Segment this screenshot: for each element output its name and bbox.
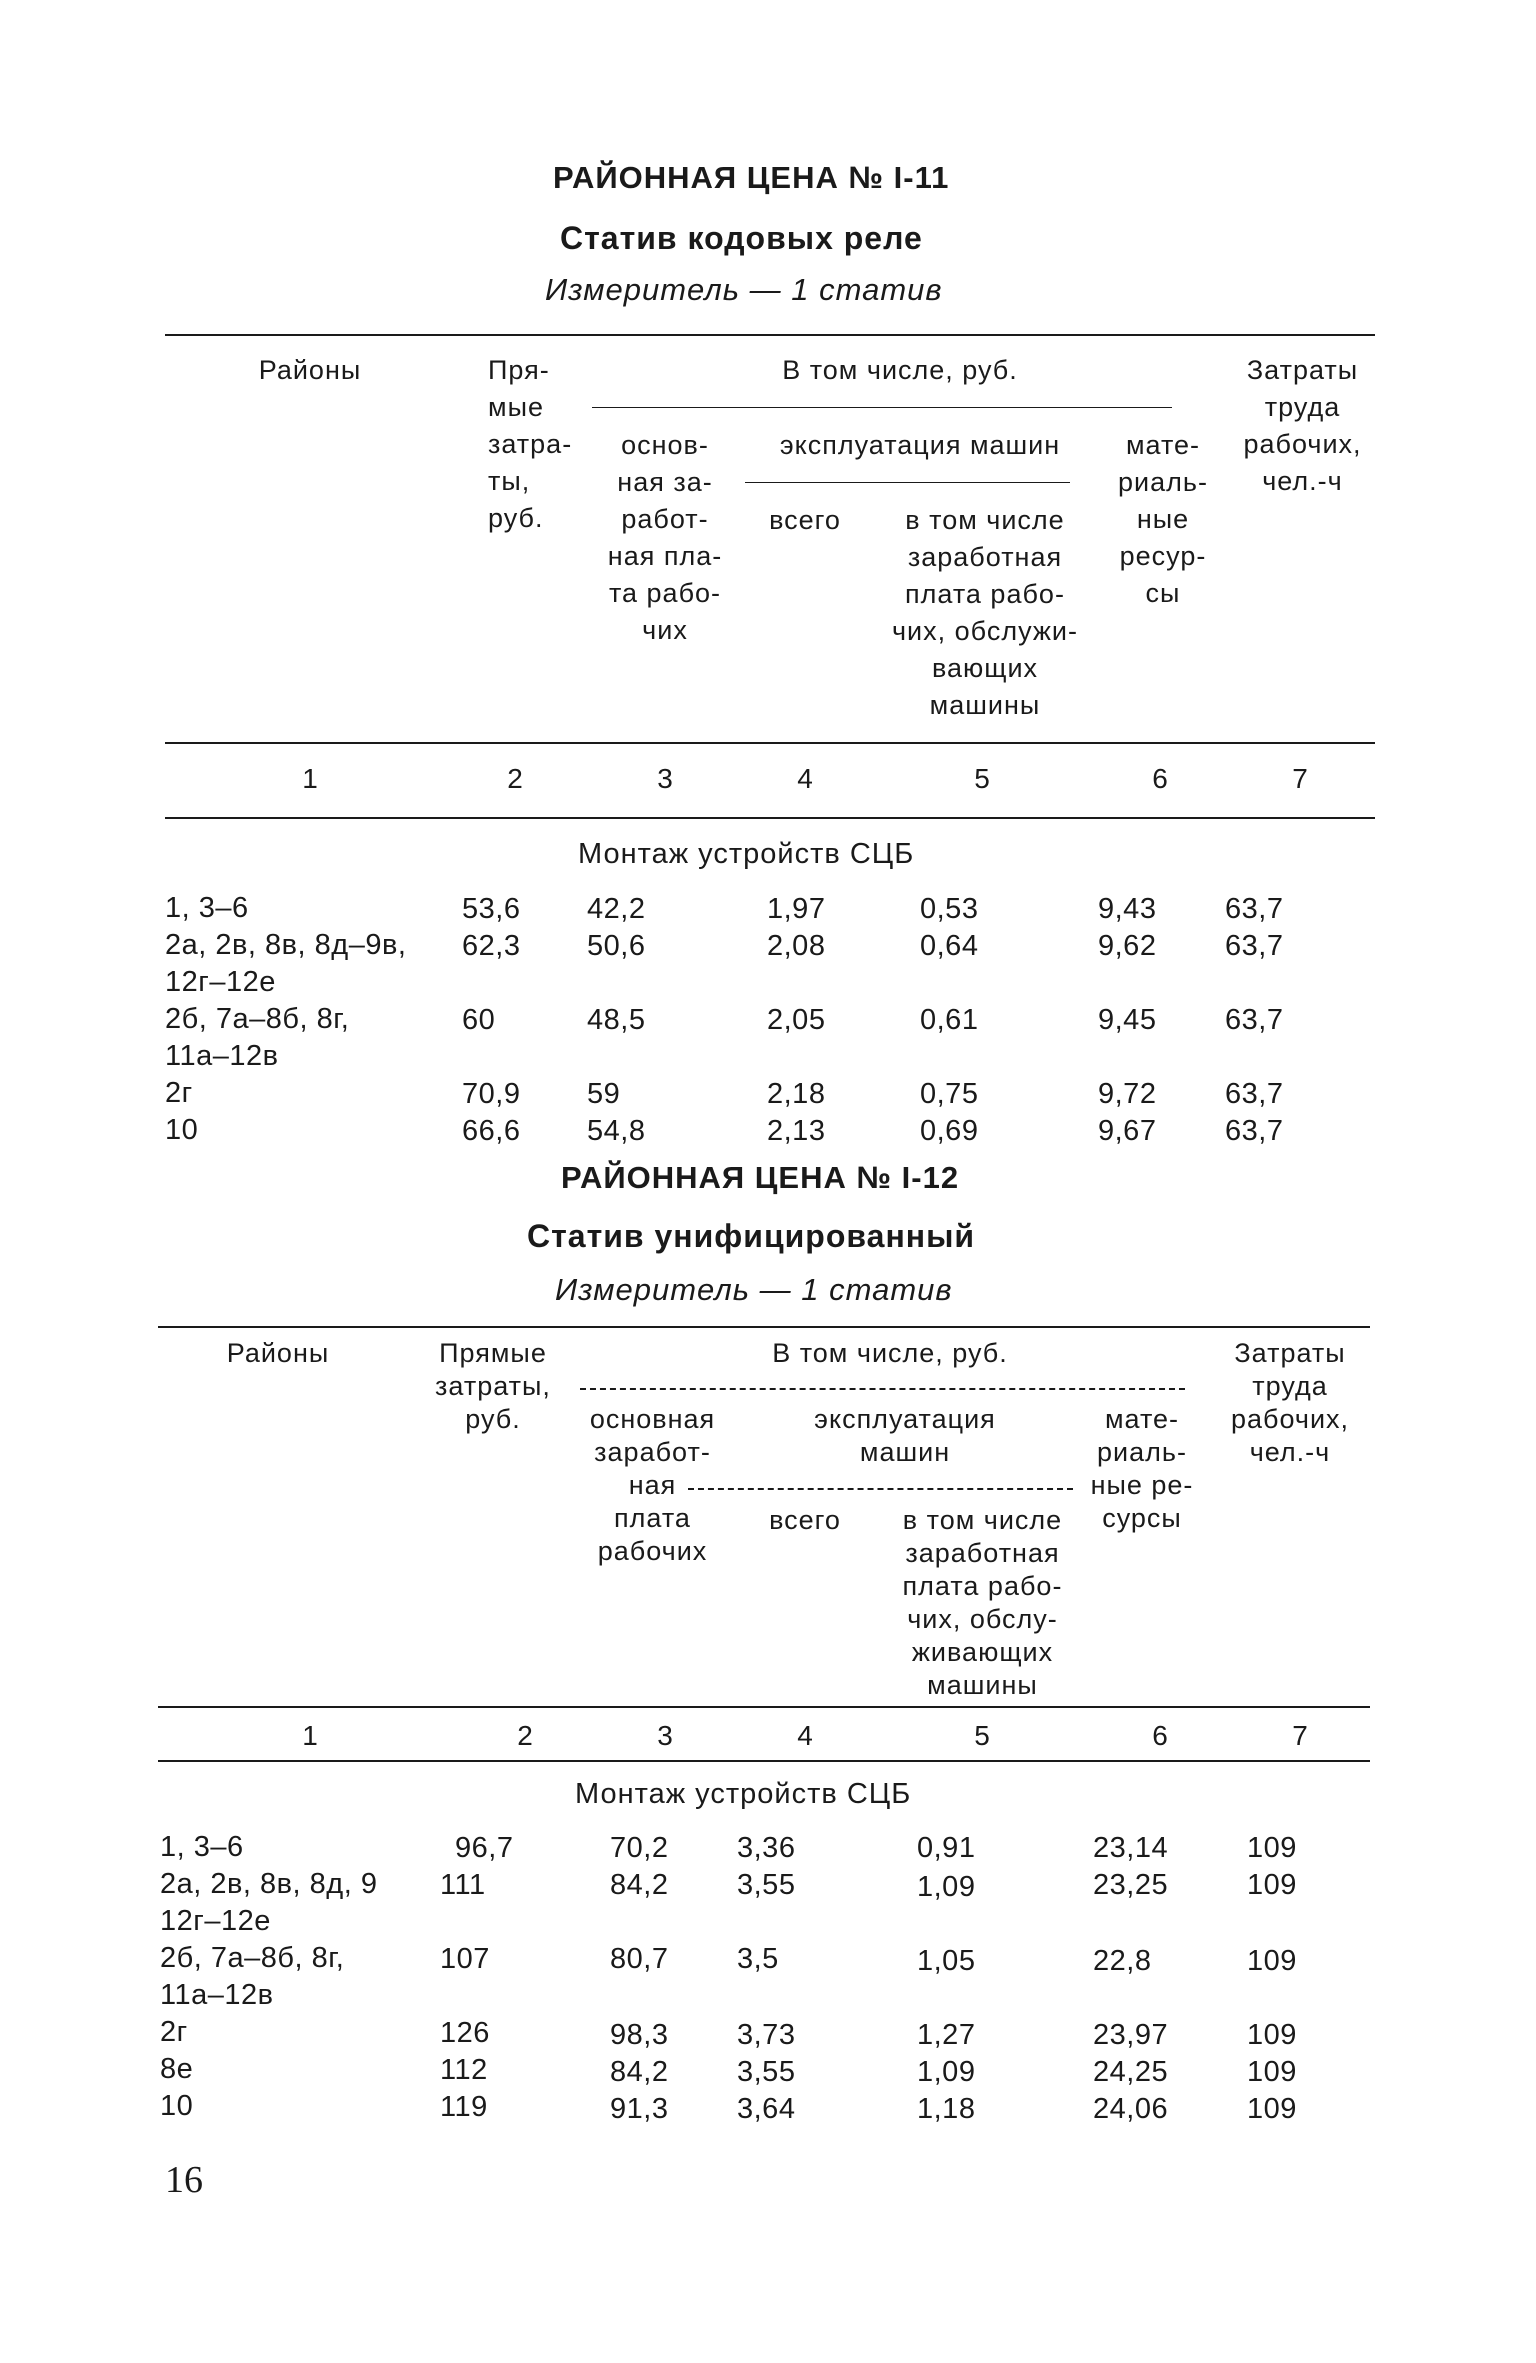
row-value: 109	[1247, 2093, 1297, 2125]
row-value: 9,43	[1098, 893, 1157, 925]
table2-header-group: В том числе, руб.	[772, 1338, 1008, 1368]
row-value: 23,25	[1093, 1869, 1169, 1901]
table2-measure: Измеритель — 1 статив	[555, 1272, 953, 1307]
row-value: 2,05	[767, 1004, 826, 1036]
table2-colnum: 4	[797, 1720, 813, 1751]
table2-header-labor: Затраты труда рабочих, чел.-ч	[1230, 1338, 1350, 1467]
table1-colnum: 3	[657, 763, 673, 794]
table1-header-total: всего	[769, 505, 841, 535]
row-value: 96,7	[455, 1832, 514, 1864]
table2-group-underline	[580, 1388, 1185, 1390]
table1-header-materials: мате- риаль- ные ресур- сы	[1118, 430, 1208, 608]
table1-colnum: 7	[1292, 763, 1308, 794]
row-district: 2а, 2в, 8в, 8д–9в, 12г–12е	[165, 929, 407, 998]
table2-header-machine-wage: в том числе заработная плата рабо- чих, обслу- живающих машины	[902, 1505, 1063, 1700]
row-value: 109	[1247, 1869, 1297, 1901]
table2-header-total: всего	[769, 1505, 841, 1535]
row-district: 2г	[165, 1077, 193, 1109]
row-value: 1,27	[917, 2019, 976, 2051]
table2-colnum: 1	[302, 1720, 318, 1751]
row-value: 24,25	[1093, 2056, 1169, 2088]
row-value: 2,08	[767, 930, 826, 962]
row-value: 3,64	[737, 2093, 796, 2125]
row-district: 8е	[160, 2053, 194, 2085]
row-value: 91,3	[610, 2093, 669, 2125]
row-value: 3,73	[737, 2019, 796, 2051]
table1-colnum: 1	[302, 763, 318, 794]
row-value: 109	[1247, 1832, 1297, 1864]
row-value: 119	[440, 2091, 488, 2123]
row-value: 3,5	[737, 1943, 779, 1975]
row-value: 23,14	[1093, 1832, 1169, 1864]
row-value: 63,7	[1225, 1078, 1284, 1110]
table1-measure: Измеритель — 1 статив	[545, 272, 943, 307]
table1-header-basic-wage: основ- ная за- работ- ная пла- та рабо- чих	[607, 430, 723, 645]
table1-group-underline	[592, 407, 1172, 408]
table1-header-labor: Затраты труда рабочих, чел.-ч	[1243, 355, 1362, 496]
row-value: 109	[1247, 2056, 1297, 2088]
row-value: 9,67	[1098, 1115, 1157, 1147]
row-value: 1,18	[917, 2093, 976, 2125]
row-value: 126	[440, 2017, 490, 2049]
table1-top-rule	[165, 334, 1375, 336]
row-value: 0,69	[920, 1115, 979, 1147]
row-value: 48,5	[587, 1004, 646, 1036]
table2-top-rule	[158, 1326, 1370, 1328]
row-value: 66,6	[462, 1115, 521, 1147]
row-value: 2,18	[767, 1078, 826, 1110]
table2-colnum: 2	[517, 1720, 533, 1751]
table2-header-materials: мате- риаль- ные ре- сурсы	[1090, 1404, 1194, 1533]
table2-colnum: 6	[1152, 1720, 1168, 1751]
table2-header-machines: эксплуатация машин	[814, 1404, 996, 1467]
row-value: 42,2	[587, 893, 646, 925]
table2-colnum: 7	[1292, 1720, 1308, 1751]
row-value: 22,8	[1093, 1945, 1152, 1977]
table1-subtitle: Статив кодовых реле	[560, 220, 923, 256]
row-district: 2б, 7а–8б, 8г, 11а–12в	[160, 1942, 345, 2011]
row-district: 2б, 7а–8б, 8г, 11а–12в	[165, 1003, 350, 1072]
row-value: 3,36	[737, 1832, 796, 1864]
table1-colnum: 5	[974, 763, 990, 794]
row-value: 84,2	[610, 1869, 669, 1901]
row-value: 84,2	[610, 2056, 669, 2088]
row-district: 2г	[160, 2016, 188, 2048]
row-district: 2а, 2в, 8в, 8д, 9 12г–12е	[160, 1868, 378, 1937]
table1-title: РАЙОННАЯ ЦЕНА № I-11	[553, 160, 950, 195]
table2-colnum: 3	[657, 1720, 673, 1751]
table1-colnum: 4	[797, 763, 813, 794]
table2-colnum-rule	[158, 1760, 1370, 1762]
table2-header-direct-costs: Прямые затраты, руб.	[435, 1338, 551, 1434]
row-value: 63,7	[1225, 1004, 1284, 1036]
table1-colnum: 2	[507, 763, 523, 794]
table2-colnum: 5	[974, 1720, 990, 1751]
row-value: 0,75	[920, 1078, 979, 1110]
row-value: 24,06	[1093, 2093, 1169, 2125]
page-number: 16	[165, 2159, 203, 2201]
table2-machines-underline	[688, 1488, 1073, 1490]
row-district: 1, 3–6	[160, 1831, 244, 1863]
table1-machines-underline	[745, 482, 1070, 483]
row-district: 10	[160, 2090, 194, 2122]
row-value: 63,7	[1225, 893, 1284, 925]
row-value: 2,13	[767, 1115, 826, 1147]
table2-header-rule	[158, 1706, 1370, 1708]
row-value: 1,97	[767, 893, 826, 925]
row-value: 70,9	[462, 1078, 521, 1110]
table2-subtitle: Статив унифицированный	[527, 1218, 976, 1254]
table1-colnum: 6	[1152, 763, 1168, 794]
row-value: 23,97	[1093, 2019, 1169, 2051]
row-value: 3,55	[737, 2056, 796, 2088]
table1-colnum-rule	[165, 817, 1375, 819]
row-value: 1,09	[917, 2056, 976, 2088]
row-value: 109	[1247, 1945, 1297, 1977]
row-value: 53,6	[462, 893, 521, 925]
row-value: 60	[462, 1004, 496, 1036]
row-value: 109	[1247, 2019, 1297, 2051]
row-value: 63,7	[1225, 1115, 1284, 1147]
table1-header-rule	[165, 742, 1375, 744]
table2-title: РАЙОННАЯ ЦЕНА № I-12	[561, 1160, 960, 1195]
table1-header-direct-costs: Пря- мые затра- ты, руб.	[488, 355, 573, 533]
table2-section-title: Монтаж устройств СЦБ	[575, 1778, 912, 1810]
table1-header-districts: Районы	[258, 355, 362, 385]
row-value: 80,7	[610, 1943, 669, 1975]
table1-header-machine-wage: в том числе заработная плата рабо- чих, обслужи- вающих машины	[891, 505, 1079, 720]
row-value: 54,8	[587, 1115, 646, 1147]
row-district: 10	[165, 1114, 199, 1146]
row-value: 0,61	[920, 1004, 979, 1036]
row-value: 107	[440, 1943, 490, 1975]
row-district: 1, 3–6	[165, 892, 249, 924]
row-value: 50,6	[587, 930, 646, 962]
table1-header-machines: эксплуатация машин	[779, 430, 1061, 460]
row-value: 111	[440, 1869, 486, 1901]
row-value: 9,62	[1098, 930, 1157, 962]
row-value: 112	[440, 2054, 488, 2086]
row-value: 59	[587, 1078, 621, 1110]
row-value: 3,55	[737, 1869, 796, 1901]
row-value: 70,2	[610, 1832, 669, 1864]
row-value: 9,45	[1098, 1004, 1157, 1036]
table2-header-basic-wage: основная заработ- ная плата рабочих	[589, 1404, 716, 1566]
row-value: 0,91	[917, 1832, 976, 1864]
row-value: 98,3	[610, 2019, 669, 2051]
row-value: 1,05	[917, 1945, 976, 1977]
table1-section-title: Монтаж устройств СЦБ	[578, 838, 915, 870]
table2-header-districts: Районы	[226, 1338, 330, 1368]
row-value: 0,53	[920, 893, 979, 925]
row-value: 62,3	[462, 930, 521, 962]
row-value: 0,64	[920, 930, 979, 962]
row-value: 63,7	[1225, 930, 1284, 962]
row-value: 9,72	[1098, 1078, 1157, 1110]
table1-header-group: В том числе, руб.	[782, 355, 1018, 385]
row-value: 1,09	[917, 1871, 976, 1903]
